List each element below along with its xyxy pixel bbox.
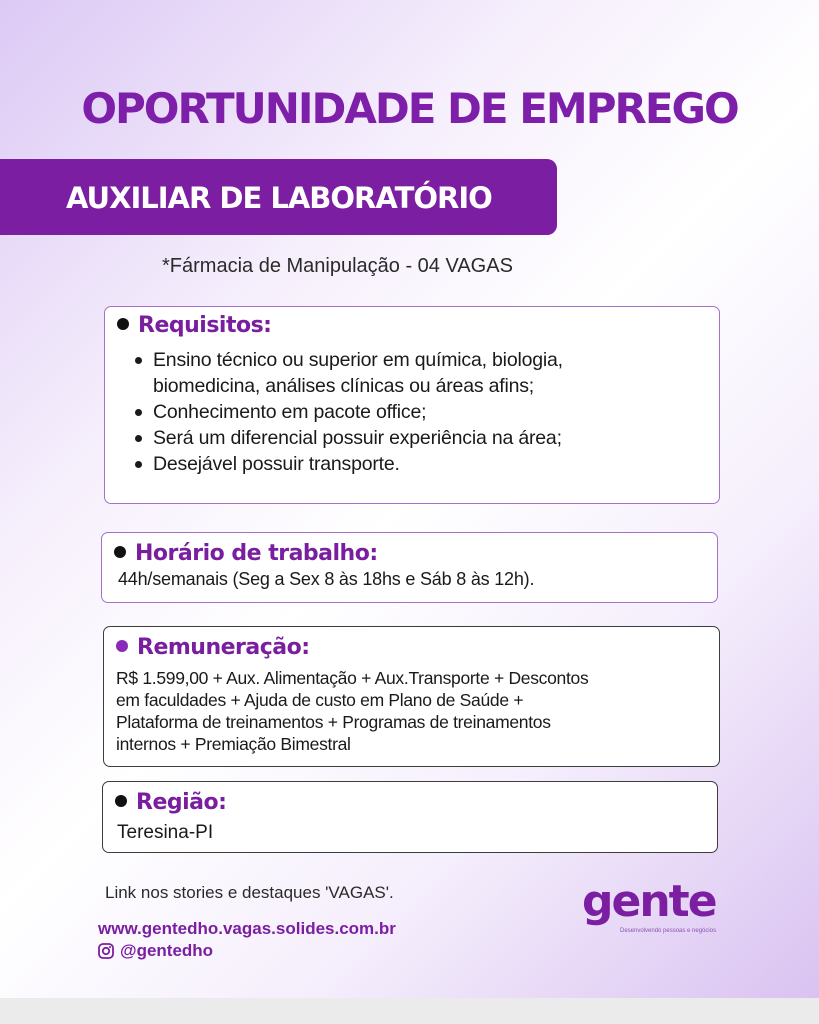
poster-title: OPORTUNIDADE DE EMPREGO [81, 84, 738, 133]
list-item: Ensino técnico ou superior em química, biologia, [133, 347, 563, 373]
list-item: Conhecimento em pacote office; [133, 399, 563, 425]
schedule-heading [114, 541, 378, 566]
schedule-card [101, 532, 718, 603]
instagram-icon [98, 943, 114, 959]
salary-heading [116, 635, 310, 660]
link-note: Link nos stories e destaques 'VAGAS'. [105, 883, 394, 902]
position-banner [0, 159, 557, 235]
logo-wordmark: gente [582, 876, 716, 927]
requirements-heading-label: Requisitos: [138, 313, 272, 338]
position-title: AUXILIAR DE LABORATÓRIO [66, 181, 492, 215]
list-item: Será um diferencial possuir experiência na área; [133, 425, 563, 451]
requirements-card [104, 306, 720, 504]
region-heading-label: Região: [136, 790, 227, 815]
requirements-heading [117, 313, 271, 338]
bottom-strip [0, 998, 819, 1024]
instagram-link[interactable] [98, 941, 213, 961]
schedule-heading-label: Horário de trabalho: [135, 541, 378, 566]
salary-text [116, 667, 588, 755]
instagram-handle: @gentedho [120, 941, 214, 960]
gente-logo [582, 876, 722, 942]
region-heading [115, 790, 226, 815]
bullet-dot [114, 546, 126, 558]
website-link[interactable]: www.gentedho.vagas.solides.com.br [98, 919, 396, 938]
salary-heading-label: Remuneração: [137, 635, 310, 660]
bullet-dot [116, 640, 128, 652]
region-text: Teresina-PI [117, 822, 214, 843]
bullet-dot [117, 318, 129, 330]
salary-line: em faculdades + Ajuda de custo em Plano de Saúde + [116, 690, 524, 710]
list-item: biomedicina, análises clínicas ou áreas afins; [153, 375, 535, 397]
requirements-list [133, 347, 563, 477]
schedule-text: 44h/semanais (Seg a Sex 8 às 18hs e Sáb 8 às 12h). [118, 569, 535, 589]
salary-card [103, 626, 720, 767]
list-item: Desejável possuir transporte. [133, 451, 563, 477]
bullet-dot [115, 795, 127, 807]
salary-line: Plataforma de treinamentos + Programas de treinamentos [116, 712, 551, 732]
salary-line: R$ 1.599,00 + Aux. Alimentação + Aux.Transporte + Descontos [116, 668, 589, 688]
position-subtitle: *Fármacia de Manipulação - 04 VAGAS [162, 255, 513, 277]
logo-tagline: Desenvolvendo pessoas e negócios [620, 928, 717, 934]
region-card [102, 781, 718, 853]
salary-line: internos + Premiação Bimestral [116, 734, 351, 754]
